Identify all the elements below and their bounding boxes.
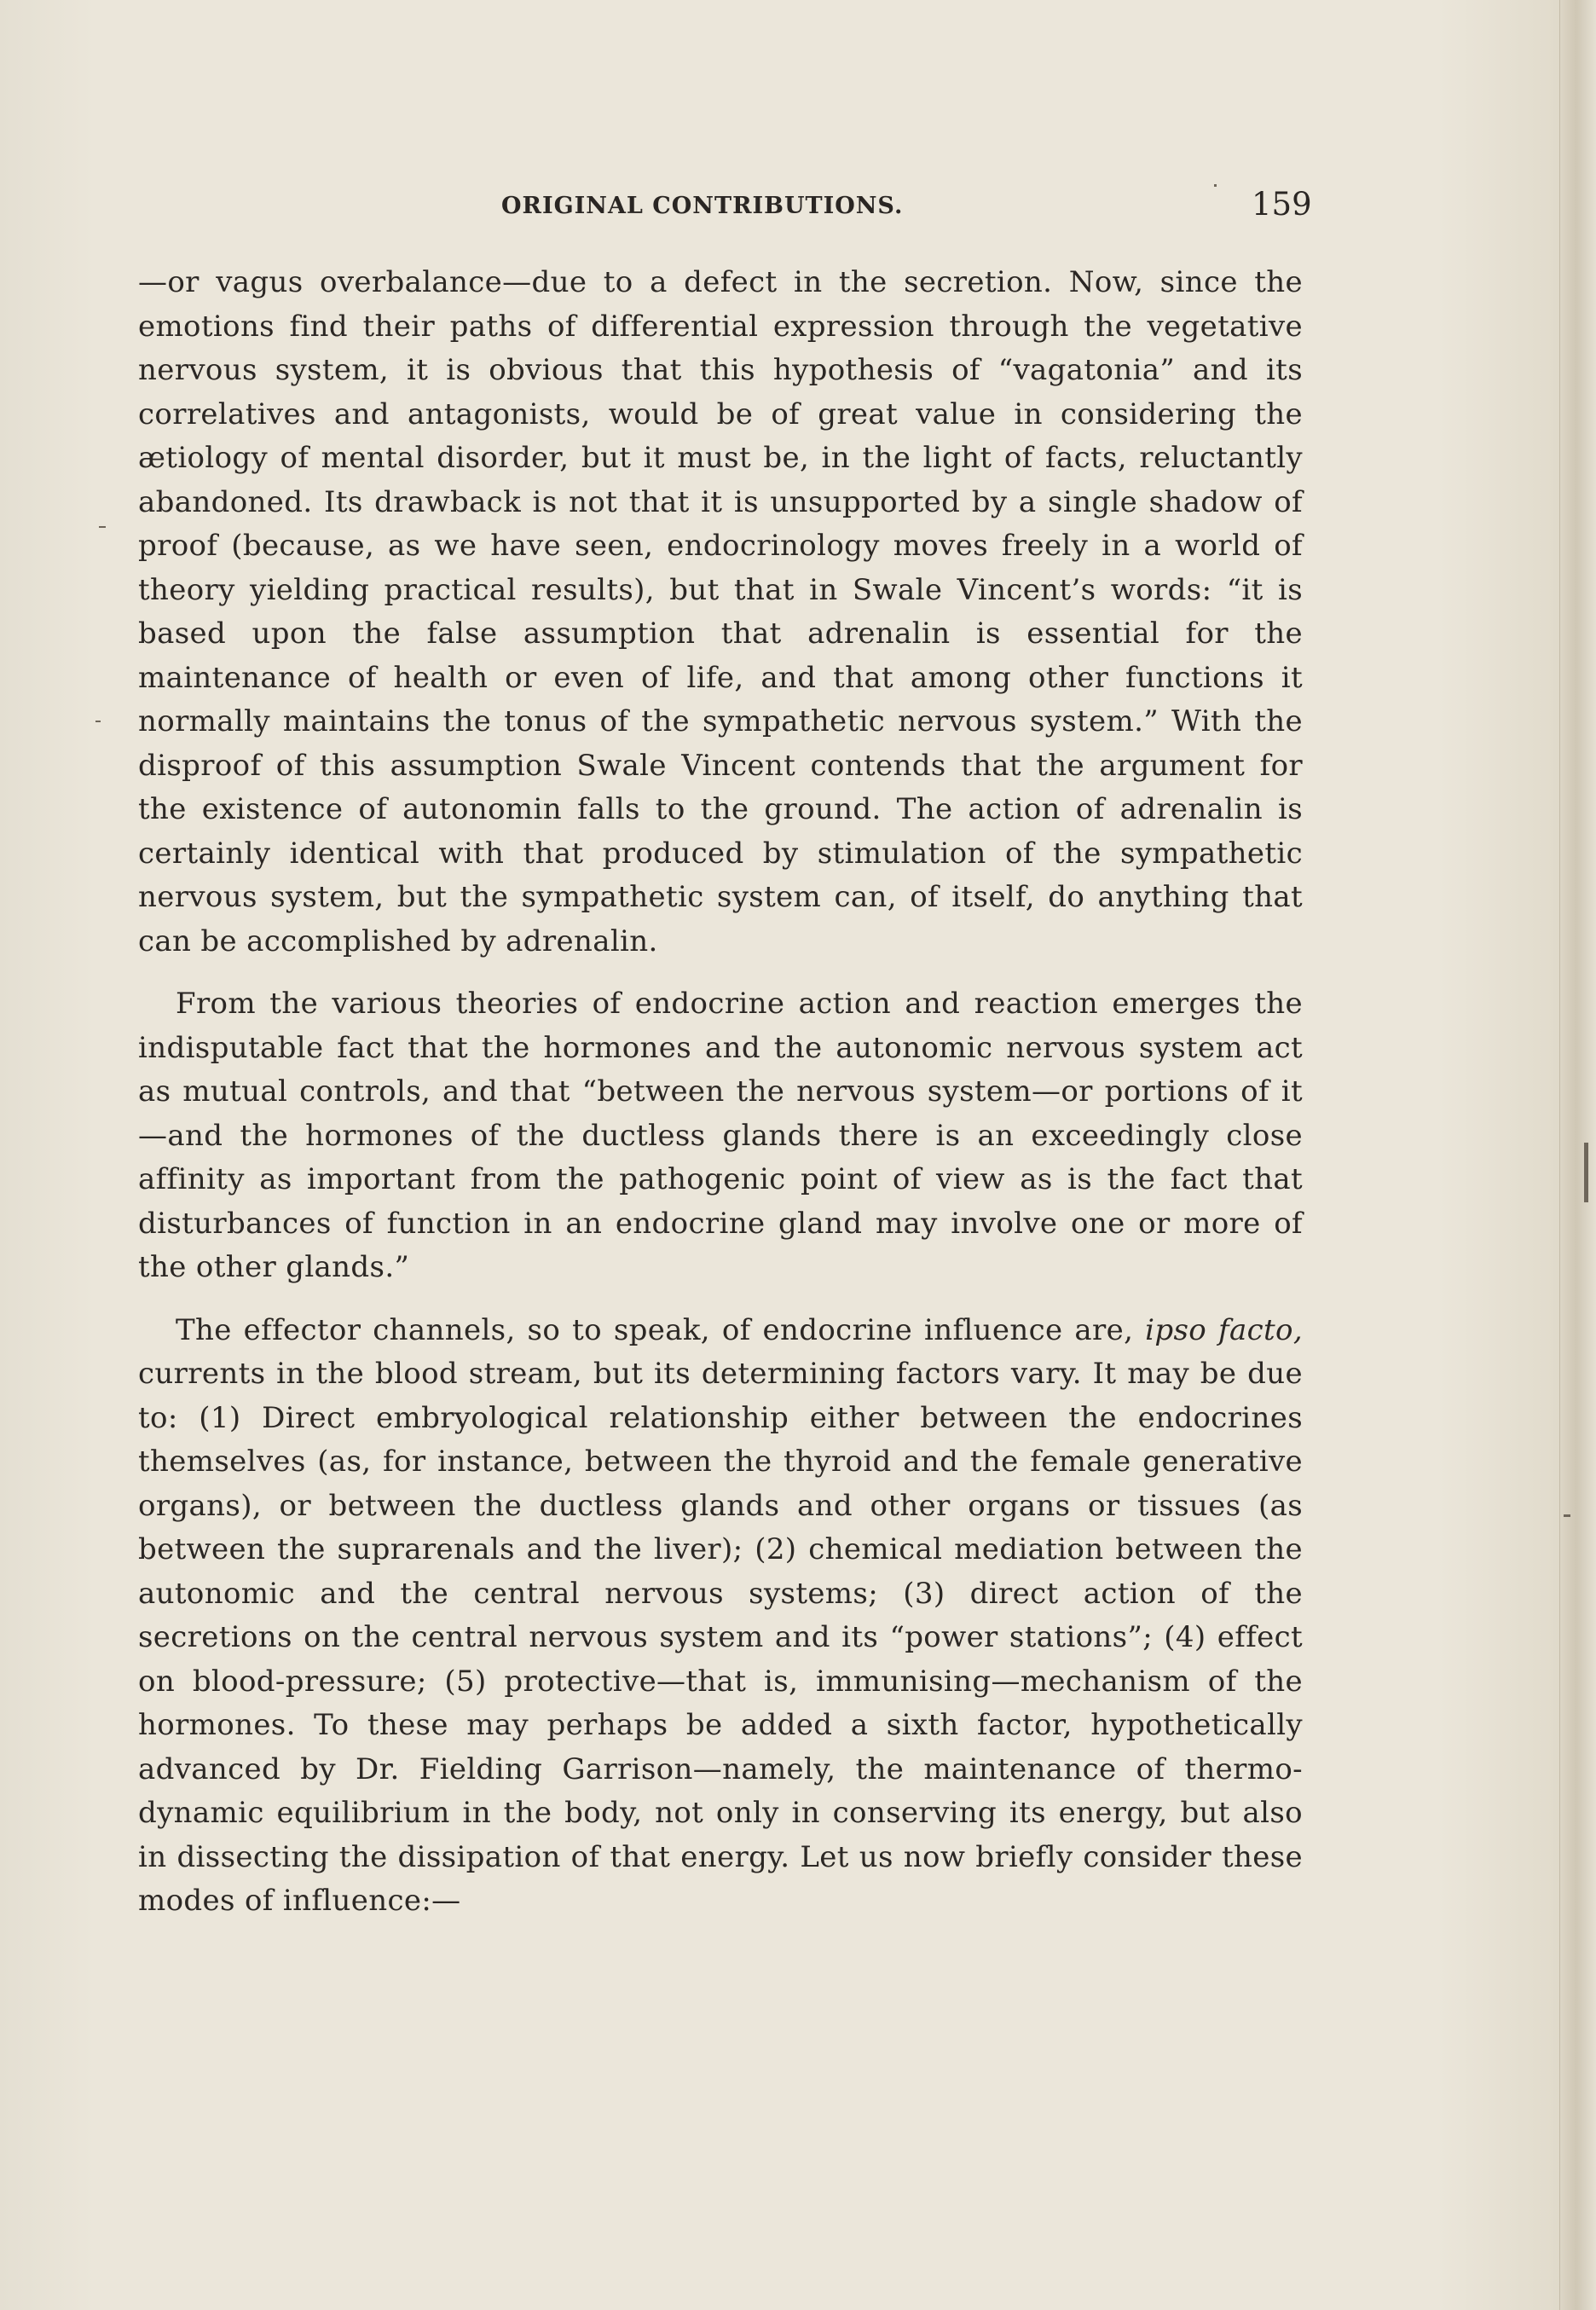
margin-speck (95, 721, 101, 722)
paragraph-3-italic: ipso facto, (1145, 1312, 1303, 1347)
page-number: 159 (1252, 186, 1312, 223)
paragraph-3 (138, 1309, 1303, 1924)
edge-tear-mark (1564, 1514, 1570, 1517)
edge-tear-mark (1584, 1143, 1588, 1202)
body-text (138, 261, 1303, 1924)
paragraph-1: —or vagus overbalance—due to a defect in the secretion. Now, since the emotions find their paths of differential expression through the vegetative nervous system, it is obvious that this hypothesis of “vagatonia” and its correlatives and antagonists, would be of great value in considering the ætiology of mental disorder, but it must be, in the light of facts, reluctantly abandoned. Its drawback is not that it is unsupported by a single shadow of proof (because, as we have seen, endocrinology moves freely in a world of theory yielding practical results), but that in Swale Vincent’s words: “it is based upon the false assumption that adrenalin is essential for the maintenance of health or even of life, and that among other functions it normally maintains the tonus of the sympathetic nervous system.” With the disproof of this assumption Swale Vincent contends that the argument for the existence of autonomin falls to the ground. The action of adrenalin is certainly identical with that produced by stimulation of the sympathetic nervous system, but the sympathetic system can, of itself, do anything that can be accomplished by adrenalin. (138, 265, 1303, 958)
margin-speck (1214, 184, 1217, 187)
running-head: ORIGINAL CONTRIBUTIONS. (501, 193, 904, 219)
paragraph-3-rest: currents in the blood stream, but its determining factors vary. It may be due to: (1) Direct embryological relationship either between the endocrines themselves (as, for instance, between the thyroid and the female generative organs), or between the ductless glands and other organs or tissues (as between the suprarenals and the liver); (2) chemical mediation between the autonomic and the central nervous systems; (3) direct action of the secretions on the central nervous system and its “power stations”; (4) effect on blood-pressure; (5) protective—that is, immunising—mechanism of the hormones. To these may perhaps be added a sixth factor, hypothetically advanced by Dr. Fielding Garrison—namely, the maintenance of thermo-dynamic equilibrium in the body, not only in conserving its energy, but also in dissecting the dissipation of that energy. Let us now briefly consider these modes of influence:— (138, 1357, 1303, 1918)
paragraph-2: From the various theories of endocrine action and reaction emerges the indisputable fact that the hormones and the autonomic nervous system act as mutual controls, and that “between the nervous system—or portions of it—and the hormones of the ductless glands there is an exceedingly close affinity as important from the pathogenic point of view as is the fact that disturbances of function in an endocrine gland may involve one or more of the other glands.” (138, 987, 1303, 1284)
margin-speck (99, 526, 106, 528)
page-edge (1559, 0, 1596, 2310)
paragraph-3-intro: The effector channels, so to speak, of endocrine influence are, (176, 1312, 1146, 1347)
